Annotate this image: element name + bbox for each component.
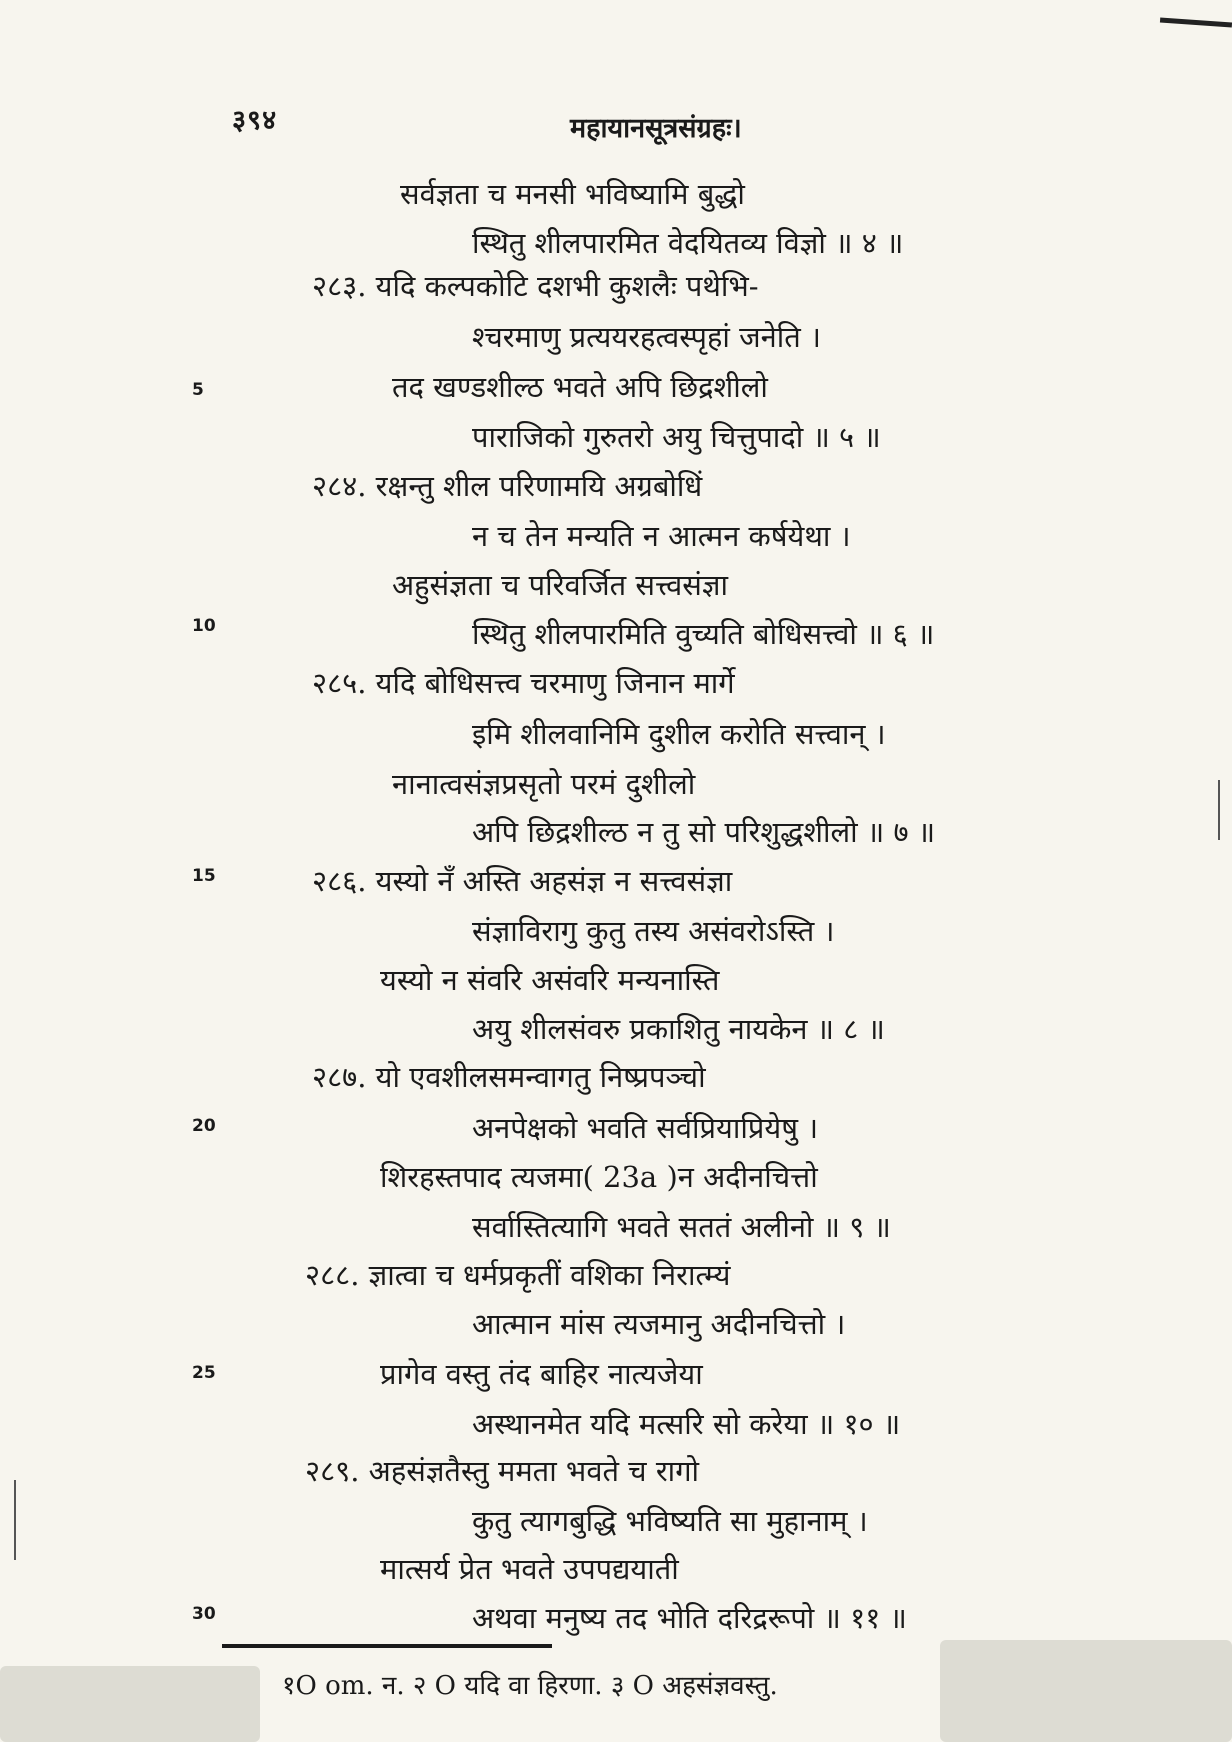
verse-line: यस्यो न संवरि असंवरि मन्यनास्ति [380, 963, 720, 997]
verse-line: इमि शीलवानिमि दुशील करोति सत्त्वान् । [472, 717, 886, 751]
verse-line: २८३. यदि कल्पकोटि दशभी कुशलैः पथेभि- [312, 269, 759, 303]
line-number: 10 [192, 616, 216, 636]
verse-line: अहुसंज्ञता च परिवर्जित सत्त्वसंज्ञा [392, 568, 729, 602]
margin-mark [14, 1480, 16, 1560]
page-number: ३९४ [232, 105, 278, 136]
line-number: 15 [192, 866, 216, 886]
verse-line: सर्वज्ञता च मनसी भविष्यामि बुद्धो [400, 177, 745, 211]
verse-line: स्थितु शीलपारमित वेदयितव्य विज्ञो ॥ ४ ॥ [472, 226, 904, 260]
verse-line: २८७. यो एवशीलसमन्वागतु निष्प्रपञ्चो [312, 1060, 706, 1094]
running-title: महायानसूत्रसंग्रहः। [570, 113, 742, 144]
verse-line: श्चरमाणु प्रत्ययरहत्वस्पृहां जनेति । [472, 320, 822, 354]
verse-line: मात्सर्य प्रेत भवते उपपद्ययाती [380, 1552, 679, 1586]
verse-line: अपि छिद्रशील्ठ न तु सो परिशुद्धशीलो ॥ ७ ॥ [472, 815, 936, 849]
verse-line: अनपेक्षको भवति सर्वप्रियाप्रियेषु । [472, 1111, 819, 1145]
margin-mark [1218, 780, 1220, 840]
verse-line: २८४. रक्षन्तु शील परिणामयि अग्रबोधिं [312, 469, 703, 503]
verse-line: अथवा मनुष्य तद भोति दरिद्ररूपो ॥ ११ ॥ [472, 1601, 907, 1635]
scan-noise [0, 1666, 260, 1742]
verse-line: अस्थानमेत यदि मत्सरि सो करेया ॥ १० ॥ [472, 1407, 901, 1441]
verse-line: शिरहस्तपाद त्यजमा( 23a )न अदीनचित्तो [380, 1160, 818, 1194]
verse-line: सर्वास्तित्यागि भवते सततं अलीनो ॥ ९ ॥ [472, 1210, 891, 1244]
verse-line: नानात्वसंज्ञप्रसृतो परमं दुशीलो [392, 767, 696, 801]
verse-line: २८८. ज्ञात्वा च धर्मप्रकृतीं वशिका निरात्म्यं [305, 1258, 731, 1292]
footnote-rule [222, 1644, 552, 1648]
verse-line: २८६. यस्यो नँ अस्ति अहसंज्ञ न सत्त्वसंज्ञा [312, 864, 733, 898]
line-number: 25 [192, 1363, 216, 1383]
line-number: 20 [192, 1116, 216, 1136]
scan-mark [1160, 17, 1232, 27]
verse-line: स्थितु शीलपारमिति वुच्यति बोधिसत्त्वो ॥ ६ ॥ [472, 617, 935, 651]
line-number: 5 [192, 380, 204, 400]
scan-noise [940, 1640, 1232, 1742]
verse-line: न च तेन मन्यति न आत्मन कर्षयेथा । [472, 519, 851, 553]
verse-line: २८५. यदि बोधिसत्त्व चरमाणु जिनान मार्गे [312, 666, 735, 700]
verse-line: २८९. अहसंज्ञतैस्तु ममता भवते च रागो [305, 1454, 700, 1488]
verse-line: अयु शीलसंवरु प्रकाशितु नायकेन ॥ ८ ॥ [472, 1012, 885, 1046]
verse-line: प्रागेव वस्तु तंद बाहिर नात्यजेया [380, 1357, 703, 1391]
verse-line: पाराजिको गुरुतरो अयु चित्तुपादो ॥ ५ ॥ [472, 420, 881, 454]
footnote: १O om. न. २ O यदि वा हिरणा. ३ O अहसंज्ञवस्तु. [282, 1671, 778, 1701]
line-number: 30 [192, 1604, 216, 1624]
verse-line: संज्ञाविरागु कुतु तस्य असंवरोऽस्ति । [472, 914, 835, 948]
verse-line: आत्मान मांस त्यजमानु अदीनचित्तो । [472, 1307, 846, 1341]
verse-line: तद खण्डशील्ठ भवते अपि छिद्रशीलो [392, 370, 768, 404]
verse-line: कुतु त्यागबुद्धि भविष्यति सा मुहानाम् । [472, 1504, 868, 1538]
